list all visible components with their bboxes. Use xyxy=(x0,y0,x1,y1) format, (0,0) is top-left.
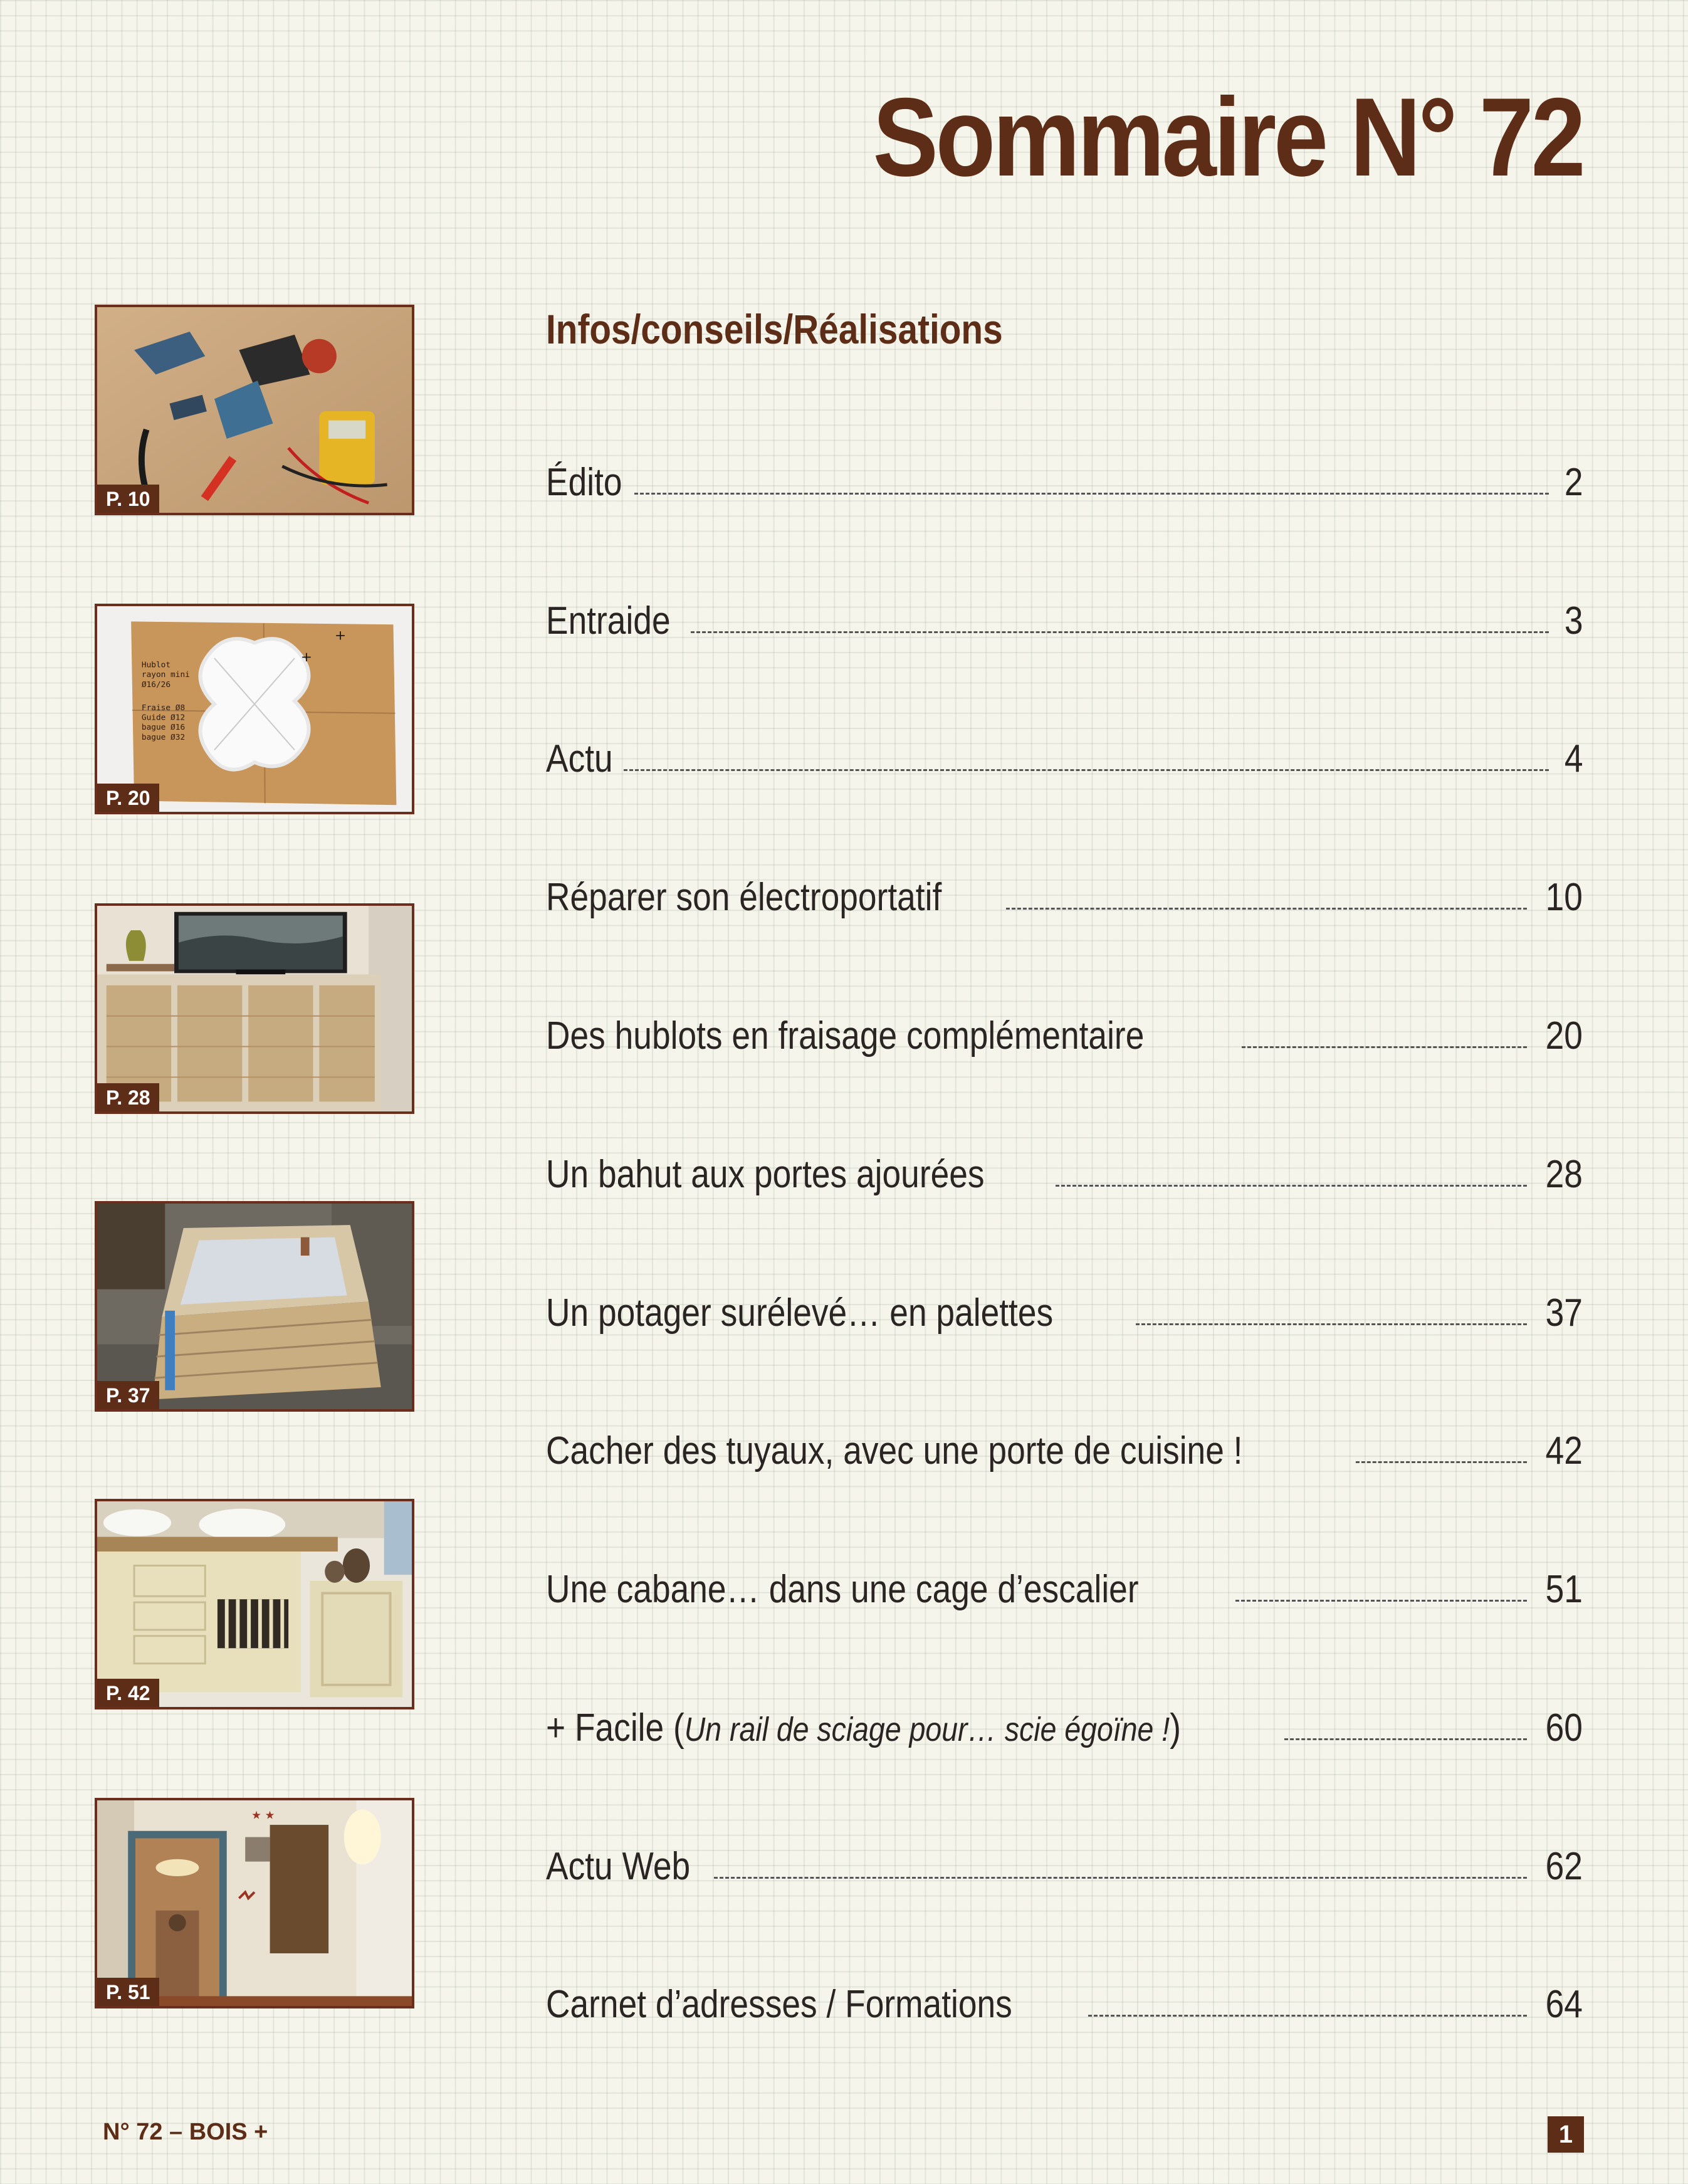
thumbnail-power-tool-repair[interactable] xyxy=(95,305,414,515)
toc-leader xyxy=(1284,1738,1527,1740)
toc-entry-label: Réparer son électroportatif xyxy=(546,876,942,919)
toc-entry-edito[interactable] xyxy=(546,446,1583,502)
page-badge: P. 10 xyxy=(97,485,159,513)
toc-leader xyxy=(691,631,1549,633)
toc-leader xyxy=(624,769,1548,771)
template-note: bague Ø16 xyxy=(141,723,186,733)
stairwell-cabin-photo xyxy=(97,1800,412,2006)
section-heading: Infos/conseils/Réalisations xyxy=(546,306,1003,352)
toc-entry-page: 20 xyxy=(1545,1014,1583,1058)
template-note: Fraise Ø8 xyxy=(141,703,186,713)
toc-leader xyxy=(714,1877,1527,1879)
template-note: Guide Ø12 xyxy=(141,713,186,723)
toc-entry-page: 42 xyxy=(1545,1429,1583,1473)
page-badge: P. 20 xyxy=(97,784,159,812)
page-number: 1 xyxy=(1548,2116,1584,2153)
toc-entry-reparer[interactable] xyxy=(546,861,1583,917)
toc-entry-label: Un potager surélevé… en palettes xyxy=(546,1291,1054,1335)
thumbnail-pallet-planter[interactable] xyxy=(95,1201,414,1412)
toc-entry-label: Un bahut aux portes ajourées xyxy=(546,1153,985,1196)
toc-leader xyxy=(1242,1046,1527,1048)
power-tool-repair-photo xyxy=(97,307,412,513)
page-badge: P. 51 xyxy=(97,1978,159,2006)
toc-entry-label: Une cabane… dans une cage d’escalier xyxy=(546,1568,1139,1611)
thumbnail-stairwell-cabin[interactable] xyxy=(95,1798,414,2008)
toc-entry-page: 4 xyxy=(1564,737,1583,780)
template-note: bague Ø32 xyxy=(141,732,186,742)
toc-leader xyxy=(1088,2015,1527,2017)
toc-leader xyxy=(1356,1461,1527,1463)
toc-leader xyxy=(1235,1600,1528,1602)
toc-entry-label: Cacher des tuyaux, avec une porte de cuisine ! xyxy=(546,1429,1243,1473)
toc-entry-page: 51 xyxy=(1545,1568,1583,1611)
toc-entry-page: 10 xyxy=(1545,876,1583,919)
toc-entry-carnet[interactable] xyxy=(546,1968,1583,2024)
toc-entry-page: 64 xyxy=(1545,1983,1583,2026)
toc-entry-page: 60 xyxy=(1545,1706,1583,1750)
toc-entry-label xyxy=(546,1706,1181,1750)
toc-entry-label-start: + Facile ( xyxy=(546,1706,684,1750)
toc-entry-label-end: ) xyxy=(1170,1706,1181,1750)
svg-text:+: + xyxy=(300,649,312,665)
template-note: Ø16/26 xyxy=(141,680,171,690)
bathroom-cabinet-photo xyxy=(97,1501,412,1707)
toc-entry-page: 2 xyxy=(1564,461,1583,504)
page-badge: P. 42 xyxy=(97,1679,159,1707)
toc-entry-label: Actu xyxy=(546,737,613,780)
cane-door-sideboard-photo xyxy=(97,906,412,1111)
toc-leader xyxy=(1006,908,1527,910)
toc-entry-cabane[interactable] xyxy=(546,1553,1583,1609)
page-badge: P. 37 xyxy=(97,1381,159,1409)
toc-entry-page: 62 xyxy=(1545,1845,1583,1888)
page-badge: P. 28 xyxy=(97,1083,159,1111)
router-template-photo xyxy=(97,606,412,812)
toc-leader xyxy=(1136,1323,1527,1325)
toc-entry-actu-web[interactable] xyxy=(546,1830,1583,1886)
pallet-planter-photo xyxy=(97,1204,412,1409)
toc-leader xyxy=(634,493,1548,495)
page-title: Sommaire N° 72 xyxy=(873,75,1583,199)
toc-entry-label: Des hublots en fraisage complémentaire xyxy=(546,1014,1145,1058)
thumbnail-bathroom-cabinet[interactable] xyxy=(95,1499,414,1709)
toc-entry-label: Édito xyxy=(546,461,622,504)
toc-entry-tuyaux[interactable] xyxy=(546,1414,1583,1471)
thumbnail-router-template[interactable] xyxy=(95,604,414,814)
toc-entry-bahut[interactable] xyxy=(546,1138,1583,1194)
footer-issue: N° 72 – BOIS + xyxy=(103,2119,268,2145)
toc-entry-label: Carnet d’adresses / Formations xyxy=(546,1983,1012,2026)
toc-entry-label-italic: Un rail de sciage pour… scie égoïne ! xyxy=(684,1711,1170,1748)
svg-text:+: + xyxy=(334,627,347,644)
toc-entry-hublots[interactable] xyxy=(546,999,1583,1056)
toc-entry-entraide[interactable] xyxy=(546,584,1583,641)
toc-entry-potager[interactable] xyxy=(546,1276,1583,1333)
toc-entry-label: Actu Web xyxy=(546,1845,691,1888)
toc-entry-label: Entraide xyxy=(546,599,671,643)
toc-leader xyxy=(1056,1185,1527,1187)
toc-entry-page: 37 xyxy=(1545,1291,1583,1335)
toc-entry-actu[interactable] xyxy=(546,722,1583,779)
template-note: Hublot xyxy=(141,660,171,670)
thumbnail-sideboard[interactable] xyxy=(95,903,414,1114)
toc-entry-page: 28 xyxy=(1545,1153,1583,1196)
toc-entry-facile[interactable] xyxy=(546,1691,1583,1748)
svg-text:★ ★: ★ ★ xyxy=(251,1809,275,1822)
template-note: rayon mini xyxy=(141,670,190,680)
toc-entry-page: 3 xyxy=(1564,599,1583,643)
